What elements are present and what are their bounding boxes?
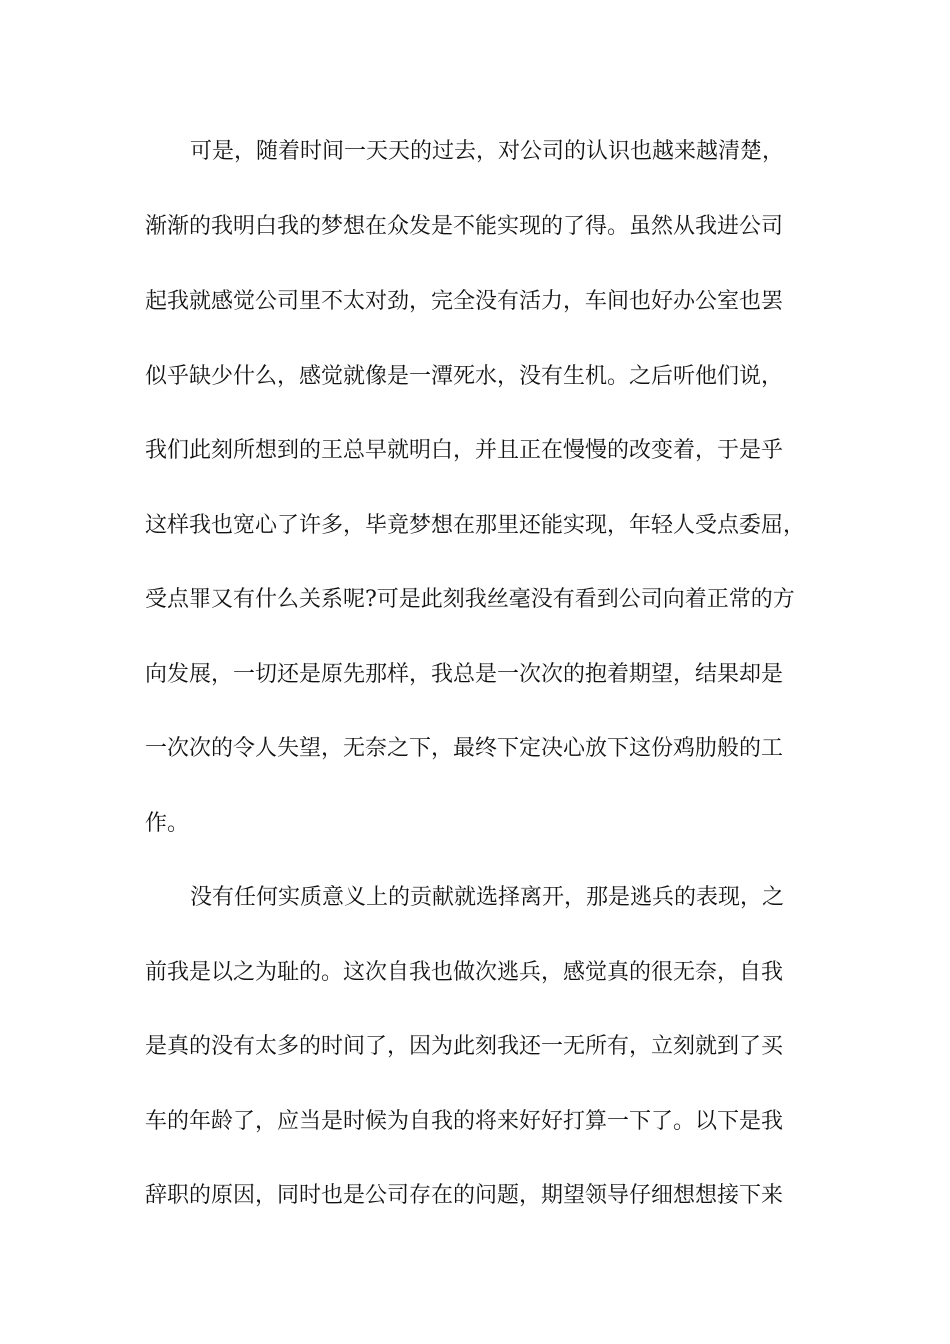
paragraph-2-line-2: 前我是以之为耻的。这次自我也做次逃兵，感觉真的很无奈，自我 — [145, 960, 784, 985]
paragraph-2-line-3: 是真的没有太多的时间了，因为此刻我还一无所有，立刻就到了买 — [145, 1034, 784, 1059]
paragraph-1-line-6: 这样我也宽心了许多，毕竟梦想在那里还能实现，年轻人受点委屈， — [145, 513, 806, 538]
paragraph-1-line-5: 我们此刻所想到的王总早就明白，并且正在慢慢的改变着，于是乎 — [145, 438, 784, 463]
paragraph-1-line-8: 向发展，一切还是原先那样，我总是一次次的抱着期望，结果却是 — [145, 662, 784, 687]
paragraph-2-line-1: 没有任何实质意义上的贡献就选择离开，那是逃兵的表现，之 — [190, 885, 785, 910]
paragraph-2-line-4: 车的年龄了，应当是时候为自我的将来好好打算一下了。以下是我 — [145, 1109, 784, 1134]
paragraph-1-line-2: 渐渐的我明白我的梦想在众发是不能实现的了得。虽然从我进公司 — [145, 214, 784, 239]
paragraph-1-line-7: 受点罪又有什么关系呢?可是此刻我丝毫没有看到公司向着正常的方 — [145, 587, 795, 612]
paragraph-1-line-1: 可是，随着时间一天天的过去，对公司的认识也越来越清楚， — [190, 139, 785, 164]
paragraph-2-line-5: 辞职的原因，同时也是公司存在的问题，期望领导仔细想想接下来 — [145, 1183, 784, 1208]
paragraph-1-line-9: 一次次的令人失望，无奈之下，最终下定决心放下这份鸡肋般的工 — [145, 736, 784, 761]
paragraph-1-line-3: 起我就感觉公司里不太对劲，完全没有活力，车间也好办公室也罢 — [145, 289, 784, 314]
paragraph-1-line-4: 似乎缺少什么，感觉就像是一潭死水，没有生机。之后听他们说， — [145, 364, 784, 389]
paragraph-1-line-10: 作。 — [145, 811, 190, 836]
